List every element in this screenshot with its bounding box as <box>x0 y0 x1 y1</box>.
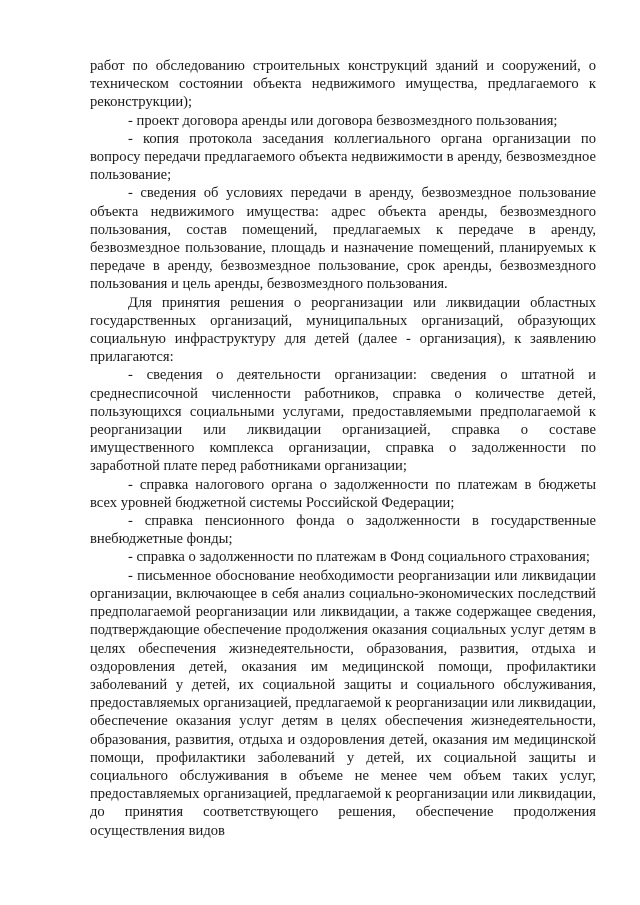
list-item-lease-contract-draft: - проект договора аренды или договора безвозмездного пользования; <box>128 112 558 129</box>
document-page <box>90 57 596 840</box>
list-item-written-justification: - письменное обоснование необходимости реорганизации или ликвидации организации, включающее в себя анализ социально-экономических последствий предполагаемой реорганизации или ликвидации, а также содержащее сведения, подтверждающие обеспечение продолжения оказания социальных услуг детям в целях обеспечения жизнедеятельности, образования, развития, отдыха и оздоровления детей, оказания им медицинской помощи, профилактики заболеваний у детей, их социальной защиты и социального обслуживания, предоставляемых организацией, предлагаемой к реорганизации или ликвидации, обеспечение оказания услуг детям в целях обеспечения жизнедеятельности, образования, развития, отдыха и оздоровления детей, оказания им медицинской помощи, профилактики заболеваний у детей, их социальной защиты и социального обслуживания в объеме не менее чем объем таких услуг, предоставляемых организацией, предлагаемой к реорганизации или ликвидации, до принятия соответствующего решения, обеспечение продолжения осуществления видов <box>90 567 596 839</box>
list-item-protocol-copy: - копия протокола заседания коллегиального органа организации по вопросу передачи предлагаемого объекта недвижимости в аренду, безвозмездное пользование; <box>90 130 596 184</box>
paragraph-reorganization-intro: Для принятия решения о реорганизации или ликвидации областных государственных организаций, муниципальных организаций, образующих социальную инфраструктуру для детей (далее - организация), к заявлению прилагаются: <box>90 294 596 366</box>
list-item-organization-info: - сведения о деятельности организации: сведения о штатной и среднесписочной численности работников, справка о количестве детей, пользующихся социальными услугами, предоставляемыми предполагаемой к реорганизации или ликвидации организацией, справка о составе имущественного комплекса организации, справка о задолженности по заработной плате перед работниками организации; <box>90 367 596 475</box>
paragraph-continuation: работ по обследованию строительных конструкций зданий и сооружений, о техническом состоянии объекта недвижимого имущества, предлагаемого к реконструкции); <box>90 58 596 111</box>
list-item-transfer-conditions: - сведения об условиях передачи в аренду, безвозмездное пользование объекта недвижимого имущества: адрес объекта аренды, безвозмездного пользования, состав помещений, предлагаемых к передаче в аренду, безвозмездное пользование, площадь и назначение помещений, планируемых к передаче в аренду, безвозмездное пользование, срок аренды, безвозмездного пользования и цель аренды, безвозмездного пользования. <box>90 185 596 293</box>
list-item-pension-fund-certificate: - справка пенсионного фонда о задолженности в государственные внебюджетные фонды; <box>90 513 596 548</box>
list-item-social-insurance-certificate: - справка о задолженности по платежам в Фонд социального страхования; <box>128 549 590 566</box>
list-item-tax-certificate: - справка налогового органа о задолженности по платежам в бюджеты всех уровней бюджетной системы Российской Федерации; <box>90 476 596 511</box>
